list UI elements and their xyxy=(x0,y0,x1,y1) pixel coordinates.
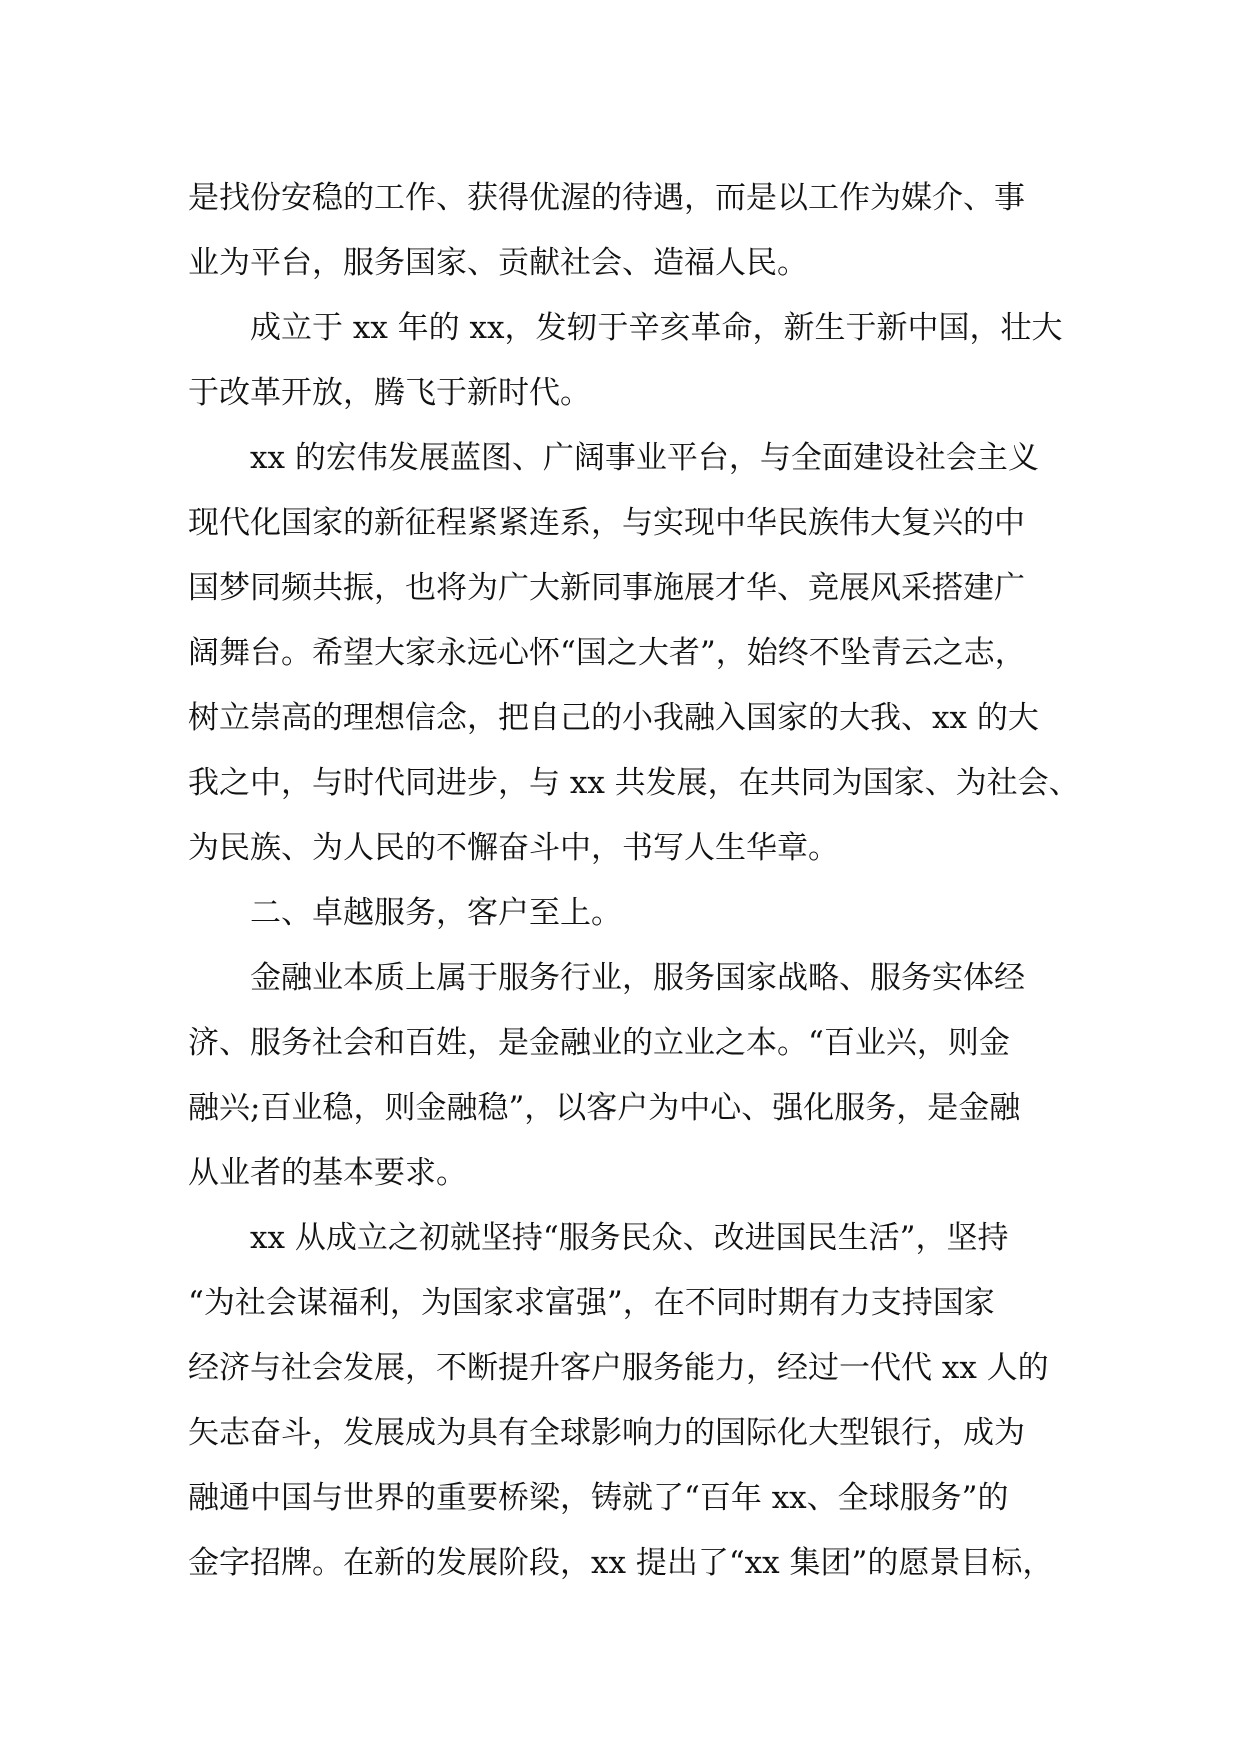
text-line: 树立崇高的理想信念，把自己的小我融入国家的大我、xx 的大 xyxy=(188,700,1039,736)
text-line: 是找份安稳的工作、获得优渥的待遇，而是以工作为媒介、事 xyxy=(188,180,1025,216)
text-line: 融兴;百业稳，则金融稳”，以客户为中心、强化服务，是金融 xyxy=(188,1090,1021,1126)
text-line: 现代化国家的新征程紧紧连系，与实现中华民族伟大复兴的中 xyxy=(188,505,1025,541)
text-line: “为社会谋福利，为国家求富强”，在不同时期有力支持国家 xyxy=(188,1285,995,1321)
text-line: 阔舞台。希望大家永远心怀“国之大者”，始终不坠青云之志， xyxy=(188,635,1026,671)
document-body xyxy=(188,166,1088,1596)
text-line: xx 的宏伟发展蓝图、广阔事业平台，与全面建设社会主义 xyxy=(250,440,1039,476)
text-line: 业为平台，服务国家、贡献社会、造福人民。 xyxy=(188,245,808,281)
text-line: xx 从成立之初就坚持“服务民众、改进国民生活”，坚持 xyxy=(250,1220,1009,1256)
text-line: 国梦同频共振，也将为广大新同事施展才华、竞展风采搭建广 xyxy=(188,570,1025,606)
text-line: 融通中国与世界的重要桥梁，铸就了“百年 xx、全球服务”的 xyxy=(188,1480,1009,1516)
text-line: 成立于 xx 年的 xx，发轫于辛亥革命，新生于新中国，壮大 xyxy=(250,310,1063,346)
section-heading: 二、卓越服务，客户至上。 xyxy=(250,895,622,931)
text-line: 我之中，与时代同进步，与 xx 共发展，在共同为国家、为社会、 xyxy=(188,765,1080,801)
text-line: 于改革开放，腾飞于新时代。 xyxy=(188,375,591,411)
text-line: 金融业本质上属于服务行业，服务国家战略、服务实体经 xyxy=(250,960,1025,996)
text-line: 经济与社会发展，不断提升客户服务能力，经过一代代 xx 人的 xyxy=(188,1350,1049,1386)
text-line: 为民族、为人民的不懈奋斗中，书写人生华章。 xyxy=(188,830,839,866)
text-line: 从业者的基本要求。 xyxy=(188,1155,467,1191)
text-line: 矢志奋斗，发展成为具有全球影响力的国际化大型银行，成为 xyxy=(188,1415,1025,1451)
text-line: 金字招牌。在新的发展阶段，xx 提出了“xx 集团”的愿景目标， xyxy=(188,1545,1054,1581)
text-line: 济、服务社会和百姓，是金融业的立业之本。“百业兴，则金 xyxy=(188,1025,1010,1061)
